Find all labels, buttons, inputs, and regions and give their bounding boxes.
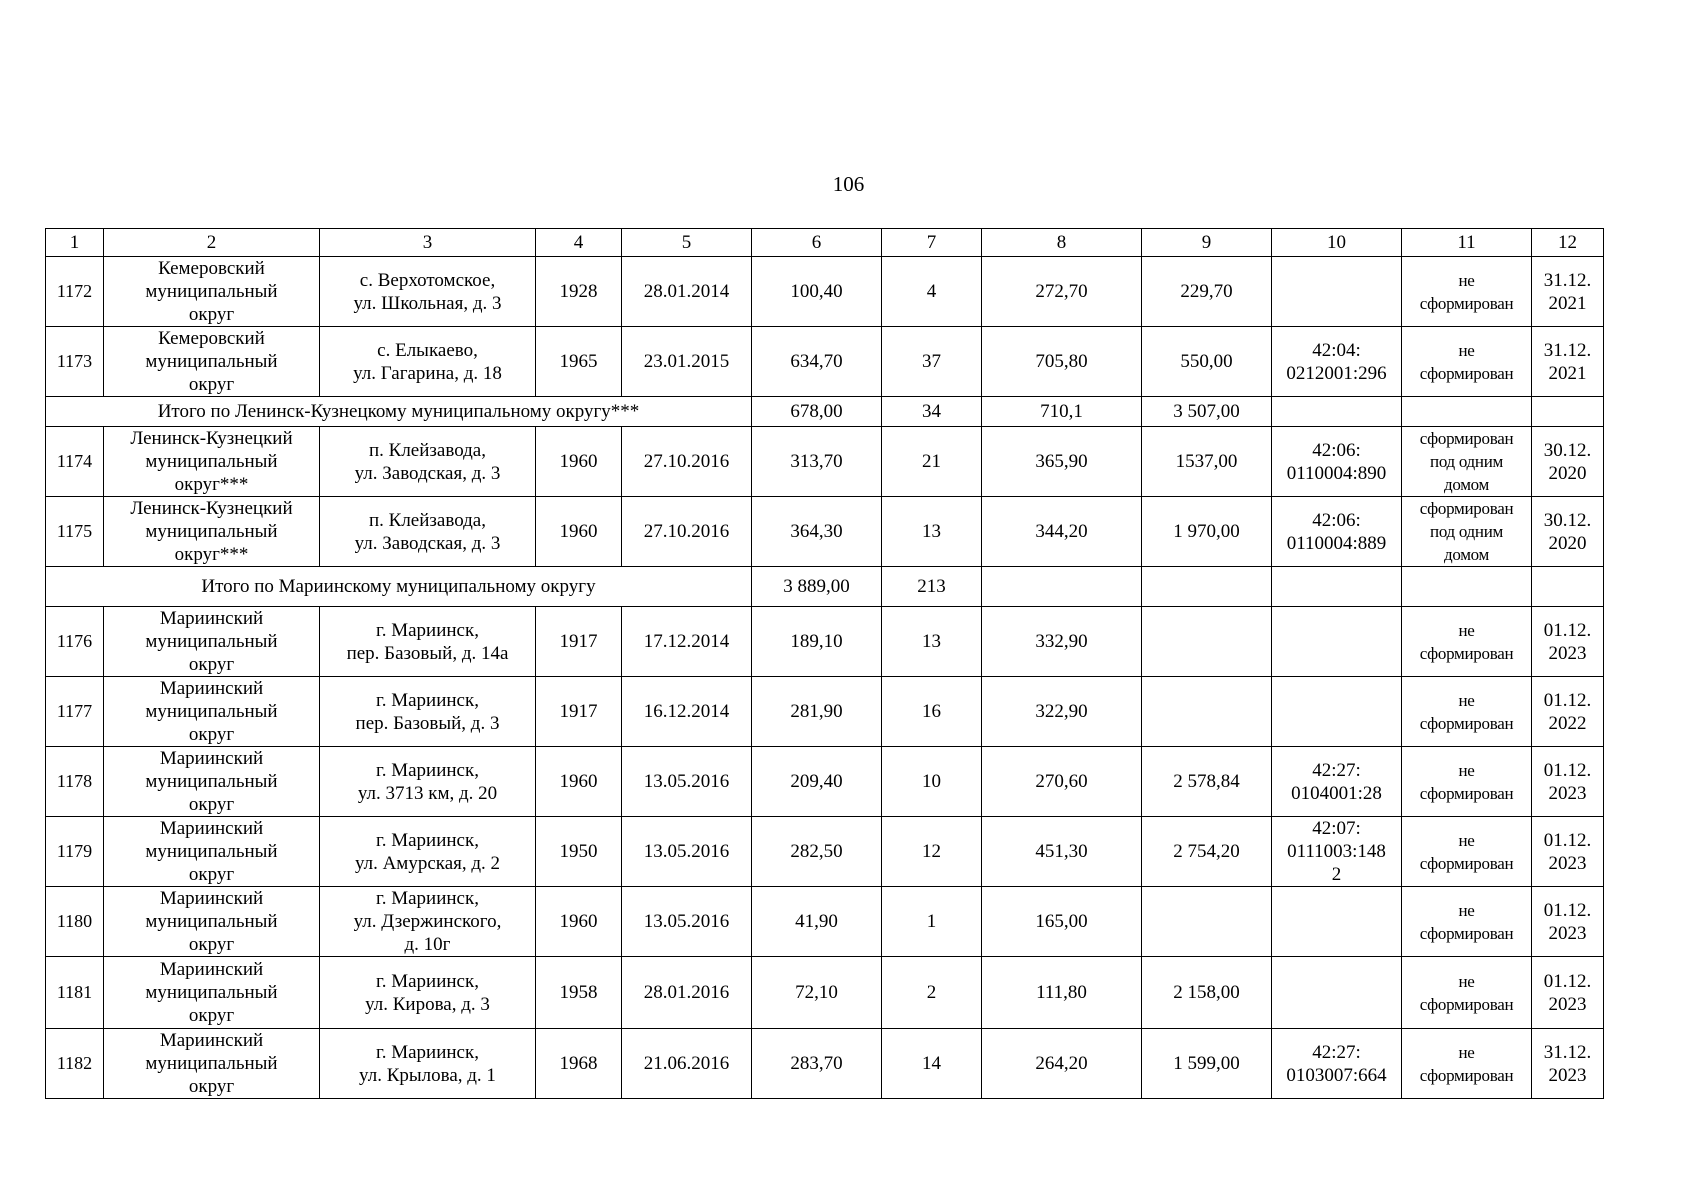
cell-total-area: 332,90 (982, 607, 1142, 677)
column-number-header (46, 229, 1604, 257)
cell-cadastral-number (1272, 887, 1402, 957)
table-row (46, 427, 1604, 497)
subtotal-row (46, 567, 1604, 607)
cell-residents: 2 (882, 957, 982, 1029)
cell-total-area: 365,90 (982, 427, 1142, 497)
cell-land-status: сформирован под одним домом (1402, 497, 1532, 567)
cell-cost: 1 599,00 (1142, 1029, 1272, 1099)
column-header: 11 (1402, 229, 1532, 257)
cell-row-number: 1181 (46, 957, 104, 1029)
cell-municipality: Мариинский муниципальный округ (104, 747, 320, 817)
table-row (46, 607, 1604, 677)
cell-row-number: 1173 (46, 327, 104, 397)
cell-address: с. Верхотомское, ул. Школьная, д. 3 (320, 257, 536, 327)
table-row (46, 497, 1604, 567)
cell-row-number: 1172 (46, 257, 104, 327)
subtotal-cadastral-number (1272, 567, 1402, 607)
cell-deadline: 31.12. 2021 (1532, 327, 1604, 397)
cell-cost: 2 578,84 (1142, 747, 1272, 817)
subtotal-land-status (1402, 567, 1532, 607)
cell-land-status: не сформирован (1402, 257, 1532, 327)
cell-date: 17.12.2014 (622, 607, 752, 677)
subtotal-label: Итого по Ленинск-Кузнецкому муниципальному округу*** (46, 397, 752, 427)
cell-date: 23.01.2015 (622, 327, 752, 397)
cell-year-built: 1928 (536, 257, 622, 327)
column-header: 6 (752, 229, 882, 257)
cell-deadline: 31.12. 2021 (1532, 257, 1604, 327)
cell-cost: 2 158,00 (1142, 957, 1272, 1029)
subtotal-total-area: 710,1 (982, 397, 1142, 427)
cell-land-status: не сформирован (1402, 327, 1532, 397)
cell-cost: 229,70 (1142, 257, 1272, 327)
cell-area: 209,40 (752, 747, 882, 817)
cell-municipality: Мариинский муниципальный округ (104, 677, 320, 747)
cell-cadastral-number: 42:06: 0110004:890 (1272, 427, 1402, 497)
subtotal-deadline (1532, 567, 1604, 607)
cell-deadline: 01.12. 2023 (1532, 747, 1604, 817)
cell-residents: 14 (882, 1029, 982, 1099)
column-header: 8 (982, 229, 1142, 257)
cell-area: 313,70 (752, 427, 882, 497)
cell-address: г. Мариинск, ул. 3713 км, д. 20 (320, 747, 536, 817)
subtotal-cost (1142, 567, 1272, 607)
cell-cost (1142, 887, 1272, 957)
cell-date: 13.05.2016 (622, 817, 752, 887)
subtotal-residents: 213 (882, 567, 982, 607)
cell-area: 189,10 (752, 607, 882, 677)
cell-total-area: 264,20 (982, 1029, 1142, 1099)
subtotal-total-area (982, 567, 1142, 607)
cell-row-number: 1180 (46, 887, 104, 957)
cell-deadline: 30.12. 2020 (1532, 427, 1604, 497)
subtotal-area: 3 889,00 (752, 567, 882, 607)
table-row (46, 677, 1604, 747)
subtotal-cadastral-number (1272, 397, 1402, 427)
cell-cost: 2 754,20 (1142, 817, 1272, 887)
cell-cadastral-number (1272, 957, 1402, 1029)
table-row (46, 1029, 1604, 1099)
cell-residents: 12 (882, 817, 982, 887)
cell-cadastral-number (1272, 607, 1402, 677)
cell-land-status: не сформирован (1402, 957, 1532, 1029)
cell-address: с. Елыкаево, ул. Гагарина, д. 18 (320, 327, 536, 397)
cell-date: 13.05.2016 (622, 887, 752, 957)
cell-year-built: 1950 (536, 817, 622, 887)
table-row (46, 257, 1604, 327)
table-row (46, 887, 1604, 957)
cell-area: 41,90 (752, 887, 882, 957)
cell-cost (1142, 677, 1272, 747)
cell-deadline: 31.12. 2023 (1532, 1029, 1604, 1099)
cell-address: п. Клейзавода, ул. Заводская, д. 3 (320, 427, 536, 497)
cell-total-area: 270,60 (982, 747, 1142, 817)
cell-land-status: сформирован под одним домом (1402, 427, 1532, 497)
cell-residents: 13 (882, 497, 982, 567)
cell-area: 364,30 (752, 497, 882, 567)
cell-year-built: 1960 (536, 427, 622, 497)
table-row (46, 747, 1604, 817)
cell-row-number: 1174 (46, 427, 104, 497)
cell-area: 100,40 (752, 257, 882, 327)
subtotal-land-status (1402, 397, 1532, 427)
cell-row-number: 1175 (46, 497, 104, 567)
cell-residents: 4 (882, 257, 982, 327)
cell-residents: 16 (882, 677, 982, 747)
cell-deadline: 01.12. 2023 (1532, 957, 1604, 1029)
cell-cost: 1537,00 (1142, 427, 1272, 497)
cell-row-number: 1182 (46, 1029, 104, 1099)
cell-municipality: Кемеровский муниципальный округ (104, 327, 320, 397)
subtotal-label: Итого по Мариинскому муниципальному округу (46, 567, 752, 607)
subtotal-residents: 34 (882, 397, 982, 427)
cell-year-built: 1960 (536, 497, 622, 567)
cell-cadastral-number (1272, 257, 1402, 327)
cell-cadastral-number: 42:04: 0212001:296 (1272, 327, 1402, 397)
cell-municipality: Кемеровский муниципальный округ (104, 257, 320, 327)
cell-municipality: Мариинский муниципальный округ (104, 957, 320, 1029)
cell-date: 21.06.2016 (622, 1029, 752, 1099)
cell-year-built: 1917 (536, 607, 622, 677)
cell-area: 281,90 (752, 677, 882, 747)
cell-year-built: 1965 (536, 327, 622, 397)
cell-residents: 13 (882, 607, 982, 677)
cell-address: г. Мариинск, пер. Базовый, д. 3 (320, 677, 536, 747)
cell-land-status: не сформирован (1402, 817, 1532, 887)
subtotal-area: 678,00 (752, 397, 882, 427)
cell-total-area: 344,20 (982, 497, 1142, 567)
cell-total-area: 322,90 (982, 677, 1142, 747)
table-row (46, 957, 1604, 1029)
cell-cost (1142, 607, 1272, 677)
cell-row-number: 1178 (46, 747, 104, 817)
cell-row-number: 1177 (46, 677, 104, 747)
cell-area: 634,70 (752, 327, 882, 397)
cell-address: п. Клейзавода, ул. Заводская, д. 3 (320, 497, 536, 567)
table-body (46, 257, 1604, 1099)
cell-deadline: 01.12. 2023 (1532, 887, 1604, 957)
cell-land-status: не сформирован (1402, 747, 1532, 817)
cell-year-built: 1960 (536, 887, 622, 957)
cell-year-built: 1917 (536, 677, 622, 747)
subtotal-row (46, 397, 1604, 427)
cell-deadline: 30.12. 2020 (1532, 497, 1604, 567)
housing-register-table (45, 228, 1604, 1099)
cell-year-built: 1968 (536, 1029, 622, 1099)
subtotal-cost: 3 507,00 (1142, 397, 1272, 427)
cell-total-area: 111,80 (982, 957, 1142, 1029)
cell-row-number: 1176 (46, 607, 104, 677)
cell-total-area: 165,00 (982, 887, 1142, 957)
column-header: 4 (536, 229, 622, 257)
subtotal-deadline (1532, 397, 1604, 427)
cell-land-status: не сформирован (1402, 607, 1532, 677)
cell-residents: 37 (882, 327, 982, 397)
cell-municipality: Мариинский муниципальный округ (104, 887, 320, 957)
column-header: 5 (622, 229, 752, 257)
cell-land-status: не сформирован (1402, 887, 1532, 957)
cell-municipality: Мариинский муниципальный округ (104, 1029, 320, 1099)
cell-date: 16.12.2014 (622, 677, 752, 747)
cell-area: 72,10 (752, 957, 882, 1029)
column-header: 3 (320, 229, 536, 257)
column-header: 12 (1532, 229, 1604, 257)
cell-cadastral-number: 42:06: 0110004:889 (1272, 497, 1402, 567)
cell-year-built: 1958 (536, 957, 622, 1029)
cell-land-status: не сформирован (1402, 677, 1532, 747)
cell-total-area: 451,30 (982, 817, 1142, 887)
cell-cadastral-number: 42:27: 0104001:28 (1272, 747, 1402, 817)
cell-deadline: 01.12. 2023 (1532, 817, 1604, 887)
cell-municipality: Ленинск-Кузнецкий муниципальный округ*** (104, 427, 320, 497)
cell-residents: 21 (882, 427, 982, 497)
cell-area: 283,70 (752, 1029, 882, 1099)
cell-date: 27.10.2016 (622, 497, 752, 567)
cell-row-number: 1179 (46, 817, 104, 887)
cell-municipality: Мариинский муниципальный округ (104, 607, 320, 677)
cell-address: г. Мариинск, пер. Базовый, д. 14а (320, 607, 536, 677)
cell-residents: 10 (882, 747, 982, 817)
cell-total-area: 705,80 (982, 327, 1142, 397)
cell-cadastral-number (1272, 677, 1402, 747)
cell-cadastral-number: 42:07: 0111003:148 2 (1272, 817, 1402, 887)
cell-address: г. Мариинск, ул. Амурская, д. 2 (320, 817, 536, 887)
cell-address: г. Мариинск, ул. Кирова, д. 3 (320, 957, 536, 1029)
cell-date: 28.01.2016 (622, 957, 752, 1029)
cell-area: 282,50 (752, 817, 882, 887)
cell-address: г. Мариинск, ул. Крылова, д. 1 (320, 1029, 536, 1099)
table-row (46, 327, 1604, 397)
cell-total-area: 272,70 (982, 257, 1142, 327)
cell-municipality: Ленинск-Кузнецкий муниципальный округ*** (104, 497, 320, 567)
cell-deadline: 01.12. 2022 (1532, 677, 1604, 747)
cell-date: 27.10.2016 (622, 427, 752, 497)
cell-residents: 1 (882, 887, 982, 957)
table-row (46, 817, 1604, 887)
column-header: 9 (1142, 229, 1272, 257)
cell-year-built: 1960 (536, 747, 622, 817)
cell-cadastral-number: 42:27: 0103007:664 (1272, 1029, 1402, 1099)
cell-cost: 1 970,00 (1142, 497, 1272, 567)
column-header: 2 (104, 229, 320, 257)
cell-address: г. Мариинск, ул. Дзержинского, д. 10г (320, 887, 536, 957)
cell-deadline: 01.12. 2023 (1532, 607, 1604, 677)
column-header: 10 (1272, 229, 1402, 257)
cell-cost: 550,00 (1142, 327, 1272, 397)
cell-date: 28.01.2014 (622, 257, 752, 327)
cell-date: 13.05.2016 (622, 747, 752, 817)
page-number: 106 (832, 172, 865, 196)
column-header: 1 (46, 229, 104, 257)
column-header: 7 (882, 229, 982, 257)
cell-land-status: не сформирован (1402, 1029, 1532, 1099)
cell-municipality: Мариинский муниципальный округ (104, 817, 320, 887)
